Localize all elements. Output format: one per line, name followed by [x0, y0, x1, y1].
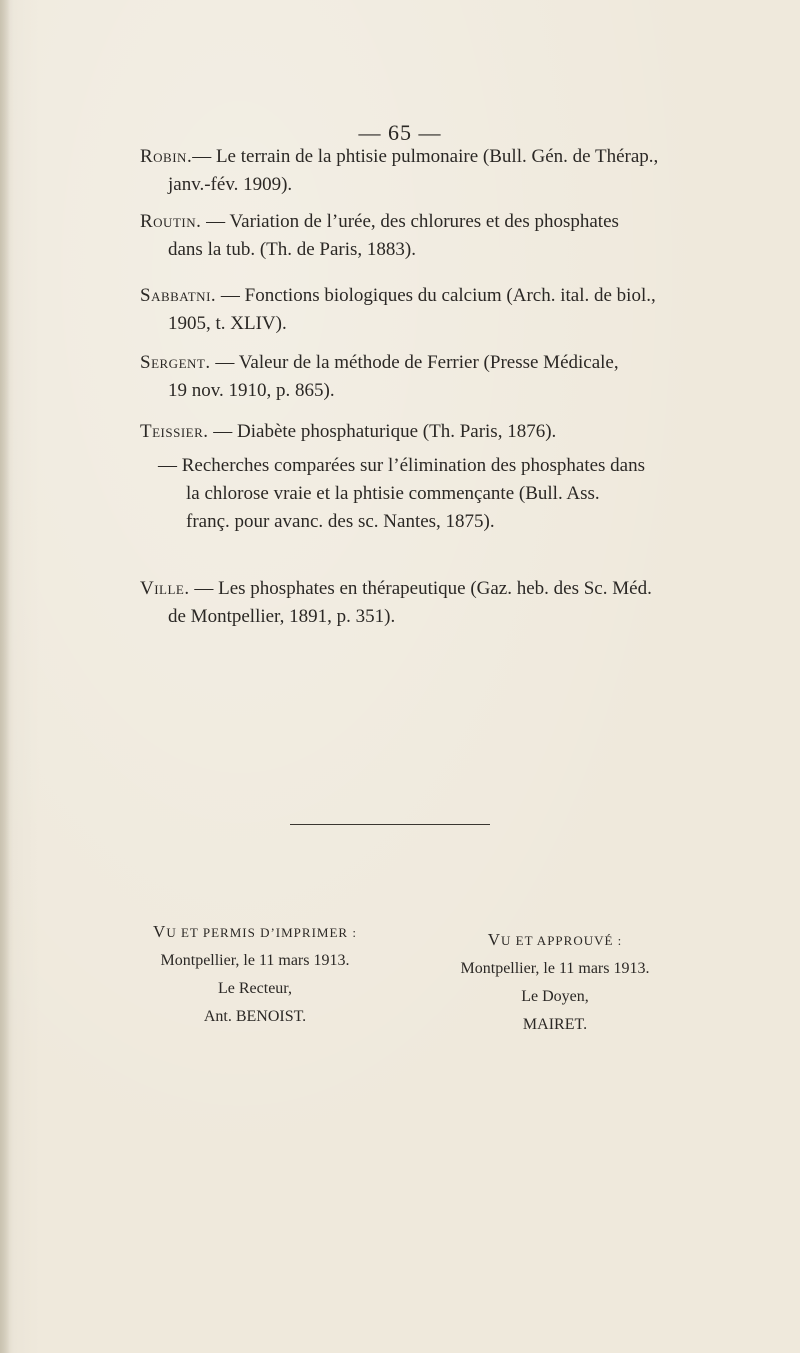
- entry-author: Sergent.: [140, 352, 211, 373]
- entry-line: franç. pour avanc. des sc. Nantes, 1875).: [186, 511, 495, 532]
- entry-separator: —: [192, 146, 212, 167]
- entry-author: Robin.: [140, 146, 193, 167]
- approval-heading-initial: V: [487, 930, 501, 949]
- entry-separator: —: [213, 421, 233, 442]
- approval-role: Le Recteur,: [218, 980, 292, 997]
- entry-line: Valeur de la méthode de Ferrier (Presse Médicale,: [238, 352, 619, 373]
- entry-separator: —: [220, 285, 240, 306]
- approval-place-date: Montpellier, le 11 mars 1913.: [160, 952, 350, 969]
- section-divider: [290, 824, 490, 825]
- entry-line: 19 nov. 1910, p. 865).: [168, 380, 335, 401]
- entry-separator: —: [158, 455, 177, 476]
- page-number: — 65 —: [358, 120, 442, 145]
- approval-heading-text: U ET PERMIS D’IMPRIMER :: [166, 925, 357, 940]
- bibliography-entry-robin: [140, 143, 730, 199]
- approval-doyen: [420, 926, 690, 1039]
- bibliography-entry-ville: [140, 575, 730, 631]
- entry-line: Fonctions biologiques du calcium (Arch. ital. de biol.,: [244, 285, 656, 306]
- approval-heading-initial: V: [153, 922, 167, 941]
- approval-recteur: [130, 918, 380, 1031]
- entry-line: Diabète phosphaturique (Th. Paris, 1876).: [237, 421, 557, 442]
- entry-author: Ville.: [140, 578, 190, 599]
- entry-author: Sabbatni.: [140, 285, 217, 306]
- approval-name: Ant. BENOIST.: [203, 1008, 307, 1025]
- entry-separator: —: [194, 578, 214, 599]
- approval-place-date: Montpellier, le 11 mars 1913.: [460, 960, 650, 977]
- entry-line: Recherches comparées sur l’élimination des phosphates dans: [181, 455, 645, 476]
- entry-line: dans la tub. (Th. de Paris, 1883).: [168, 239, 417, 260]
- entry-line: janv.-fév. 1909).: [168, 174, 293, 195]
- bibliography-entry-teissier-recherches: [158, 452, 738, 536]
- entry-line: de Montpellier, 1891, p. 351).: [168, 606, 396, 627]
- approval-heading: [420, 926, 690, 955]
- approval-heading-text: U ET APPROUVÉ :: [500, 933, 623, 948]
- entry-line: Variation de l’urée, des chlorures et des phosphates: [229, 211, 619, 232]
- approval-role: Le Doyen,: [521, 988, 589, 1005]
- entry-line: Les phosphates en thérapeutique (Gaz. heb. des Sc. Méd.: [218, 578, 652, 599]
- approval-name: MAIRET.: [522, 1016, 588, 1033]
- entry-separator: —: [206, 211, 226, 232]
- bibliography-entry-sergent: [140, 349, 730, 405]
- bibliography-entry-routin: [140, 208, 730, 264]
- entry-line: la chlorose vraie et la phtisie commençante (Bull. Ass.: [186, 483, 600, 504]
- bibliography-entry-sabbatni: [140, 282, 730, 338]
- entry-separator: —: [215, 352, 235, 373]
- approval-heading: [130, 918, 380, 947]
- entry-line: 1905, t. XLIV).: [168, 313, 287, 334]
- bibliography-entry-teissier: [140, 418, 730, 446]
- entry-line: Le terrain de la phtisie pulmonaire (Bull. Gén. de Thérap.,: [215, 146, 659, 167]
- entry-author: Teissier.: [140, 421, 209, 442]
- entry-author: Routin.: [140, 211, 202, 232]
- page-edge-shadow: [0, 0, 10, 1353]
